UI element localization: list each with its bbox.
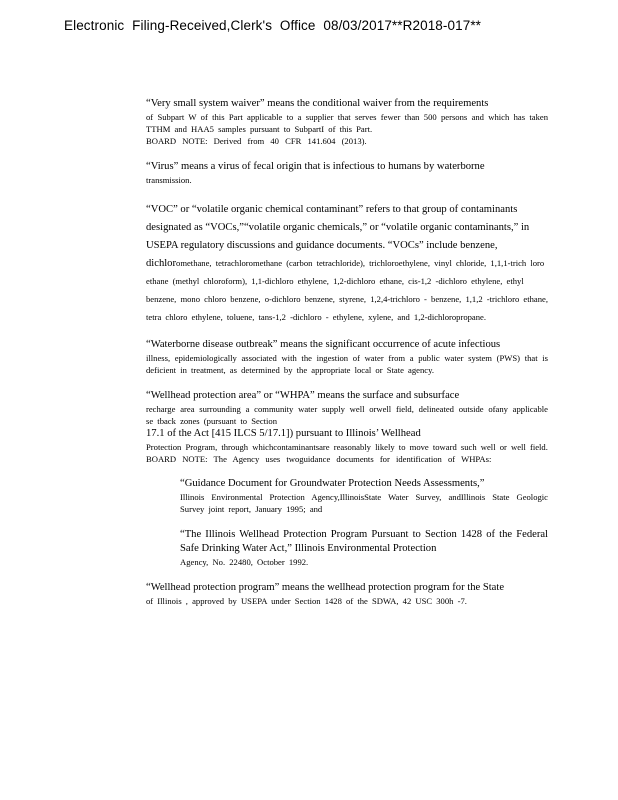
definition-lead: “Waterborne disease outbreak” means the significant occurrence of acute infectious	[146, 339, 501, 350]
definition-waterborne-disease-outbreak	[146, 338, 548, 376]
definition-lead: “Virus” means a virus of fecal origin that is infectious to humans by waterborne	[146, 161, 485, 172]
guidance-citation: Illinois Environmental Protection Agency,IllinoisState Water Survey, andIllinois State Geologic Survey joint report, January 1995; and	[180, 492, 548, 514]
guidance-document-1	[180, 477, 548, 515]
definition-lead-continued: 17.1 of the Act [415 ILCS 5/17.1]) pursuant to Illinois’ Wellhead	[146, 428, 421, 439]
guidance-title: “The Illinois Wellhead Protection Program Pursuant to Section 1428 of the Federal Safe Drinking Water Act,” Illinois Environmental Protection	[180, 529, 548, 554]
board-note: BOARD NOTE: The Agency uses twoguidance documents for identification of WHPAs:	[146, 454, 492, 464]
definition-body: omethane, tetrachloromethane (carbon tetrachloride), trichloroethylene, vinyl chloride, 1,1,1-trich loro ethane (methyl chloroform), 1,1-dichloro ethylene, 1,2-dichloro ethane, cis-1,2 -dichloro ethylene, ethyl benzene, mono chloro benzene, o-dichloro benzene, styrene, 1,2,4-trichloro - benzene, 1,1,2 -trichloro ethane, tetra chloro ethylene, toluene, tans-1,2 -dichloro - ethylene, xylene, and 1,2-dichloropropane.	[146, 258, 548, 322]
definition-body: recharge area surrounding a community water supply well orwell field, delineated outside ofany applicable se tback zones (pursuant to Section	[146, 404, 548, 426]
definition-body: of Subpart W of this Part applicable to a supplier that serves fewer than 500 persons and which has taken TTHM and HAA5 samples pursuant to SubpartI of this Part.	[146, 112, 548, 134]
definition-virus	[146, 160, 548, 186]
definition-lead: “VOC” or “volatile organic chemical contaminant” refers to that group of contaminants designated as “VOCs,”“volatile organic chemicals,” or “volatile organic contaminants,” in USEPA regulatory discussions and guidance documents. “VOCs” include benzene, dichlor	[146, 204, 530, 269]
definition-very-small-system-waiver	[146, 97, 548, 147]
definition-body-continued: Protection Program, through whichcontaminantsare reasonably likely to move toward such well or well field.	[146, 442, 548, 452]
guidance-citation: Agency, No. 22480, October 1992.	[180, 557, 309, 567]
definition-voc	[146, 199, 548, 325]
document-body	[146, 97, 548, 620]
definition-body: illness, epidemiologically associated with the ingestion of water from a public water system (PWS) that is deficient in treatment, as determined by the appropriate local or State agency.	[146, 353, 548, 375]
filing-header: Electronic Filing-Received,Clerk's Office 08/03/2017**R2018-017**	[64, 18, 482, 33]
definition-lead: “Very small system waiver” means the conditional waiver from the requirements	[146, 98, 489, 109]
guidance-title: “Guidance Document for Groundwater Protection Needs Assessments,”	[180, 478, 485, 489]
definition-body: transmission.	[146, 175, 192, 185]
board-note: BOARD NOTE: Derived from 40 CFR 141.604 (2013).	[146, 136, 367, 146]
definition-body: of Illinois , approved by USEPA under Section 1428 of the SDWA, 42 USC 300h -7.	[146, 596, 467, 606]
definition-lead: “Wellhead protection program” means the wellhead protection program for the State	[146, 582, 505, 593]
definition-wellhead-protection-program	[146, 581, 548, 607]
guidance-document-2	[180, 528, 548, 568]
definition-lead: “Wellhead protection area” or “WHPA” means the surface and subsurface	[146, 390, 460, 401]
definition-wellhead-protection-area	[146, 389, 548, 568]
